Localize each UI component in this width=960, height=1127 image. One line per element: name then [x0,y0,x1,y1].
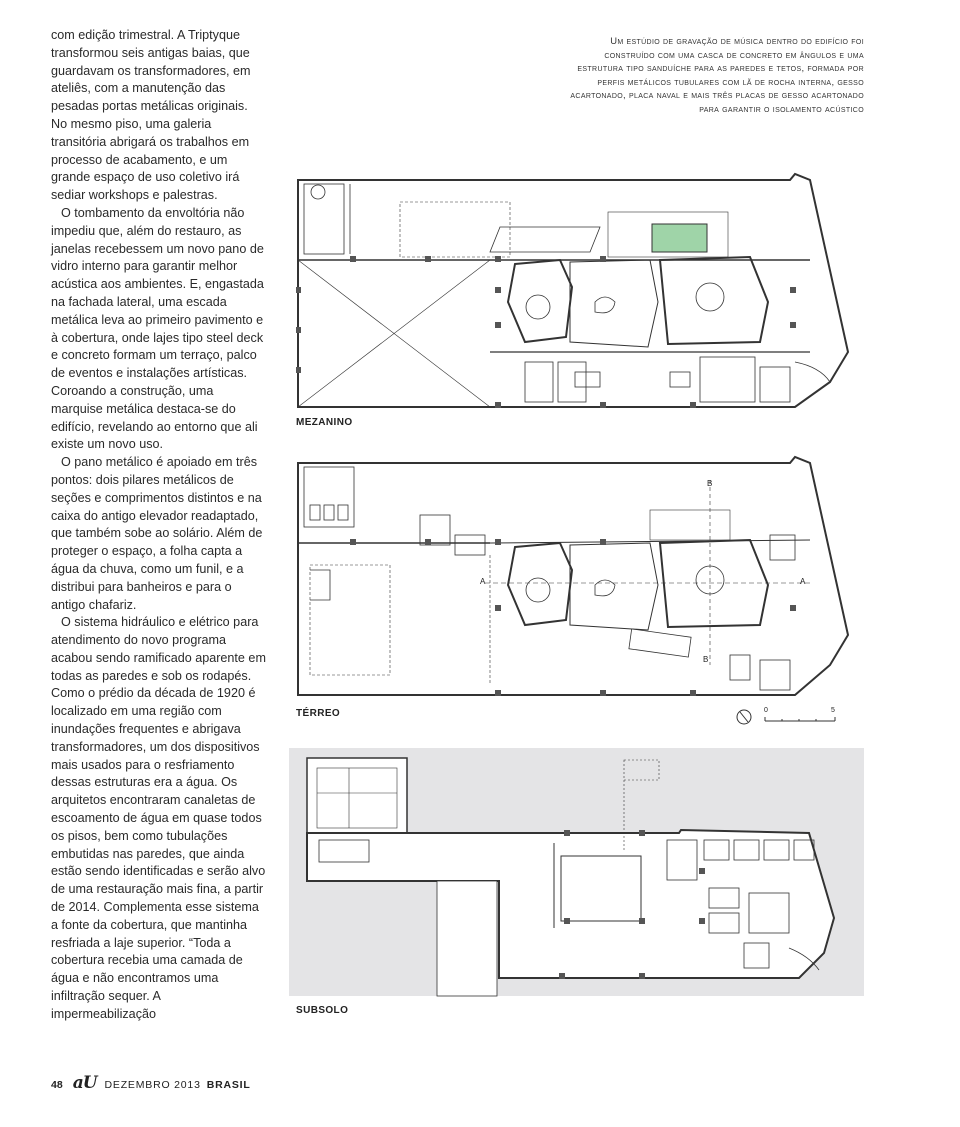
terreo-label: TÉRREO [296,708,341,719]
section-mark-b-top: B [707,479,713,488]
paragraph: O tombamento da envoltória não impediu que, além do restauro, as janelas recebessem um novo pano de vidro interno para garantir melhor acústica aos ambientes. E, engastada na fachada lateral, uma escada metálica leva ao primeiro pavimento e à cobertura, onde lajes tipo steel deck e concreto formam um terraço, palco de eventos e instalações artísticas. Coroando a construção, uma marquise metálica destaca-se do edifício, revelando ao entorno que ali existe um novo uso. [51,205,264,452]
scale-start: 0 [764,707,769,714]
paragraph: com edição trimestral. A Triptyque transformou seis antigas baias, que guardavam os transformadores, em ateliês, com a manutenção das pesadas portas metálicas originais. No mesmo piso, uma galeria transitória abrigará os trabalhos em processo de acabamento, e um grande espaço de uso coletivo irá sediar workshops e palestras. [51,28,251,203]
section-mark-a-left: A [480,577,486,586]
page-number: 48 [51,1079,63,1091]
section-mark-a-right: A [800,577,806,586]
country-label: BRASIL [206,1079,251,1091]
page-footer [51,1073,251,1093]
scale-bar [735,706,845,733]
mezanino-label: MEZANINO [296,417,353,428]
article-body [51,27,267,1024]
subsolo-label: SUBSOLO [296,1005,349,1016]
terreo-floor-plan [290,455,860,700]
section-mark-b-bottom: B [703,655,709,664]
magazine-logo: aU [72,1073,97,1093]
issue-date: DEZEMBRO 2013 [104,1079,201,1091]
figure-caption: Um estúdio de gravação de música dentro do edifício foi construído com uma casca de concreto em ângulos e uma estrutura tipo sanduíche para as paredes e tetos, formada por perfis metálicos tubulares com lã de rocha interna, gesso acartonado, placa naval e mais três placas de gesso acartonado para garantir o isolamento acústico [570,35,864,114]
mezanino-floor-plan [290,172,860,417]
paragraph: O sistema hidráulico e elétrico para atendimento do novo programa acabou sendo ramificado aparente em todas as paredes e sob os rodapés. Como o prédio da década de 1920 é localizado em uma região com inundações frequentes e abrigava transformadores, um dos dispositivos mais usados para o resfriamento dessas estruturas era a água. Os arquitetos encontraram canaletas de escoamento de água em quase todos os pisos, bem como tubulações embutidas nas paredes, que ainda estão sendo identificadas e serão alvo de uma restauração mais fina, a partir de 2014. Complementa esse sistema a fonte da cobertura, que mantinha resfriada a laje superior. “Toda a cobertura recebia uma camada de água e não encontramos uma infiltração sequer. A impermeabilização [51,615,266,1021]
scale-end: 5 [831,707,836,714]
paragraph: O pano metálico é apoiado em três pontos: dois pilares metálicos de seções e comprimentos distintos e na caixa do antigo elevador readaptado, que também sobe ao solário. Além de proteger o espaço, a folha capta a água da chuva, como um funil, e a distribui para banheiros e para o antigo chafariz. [51,455,263,612]
subsolo-floor-plan [289,748,864,998]
